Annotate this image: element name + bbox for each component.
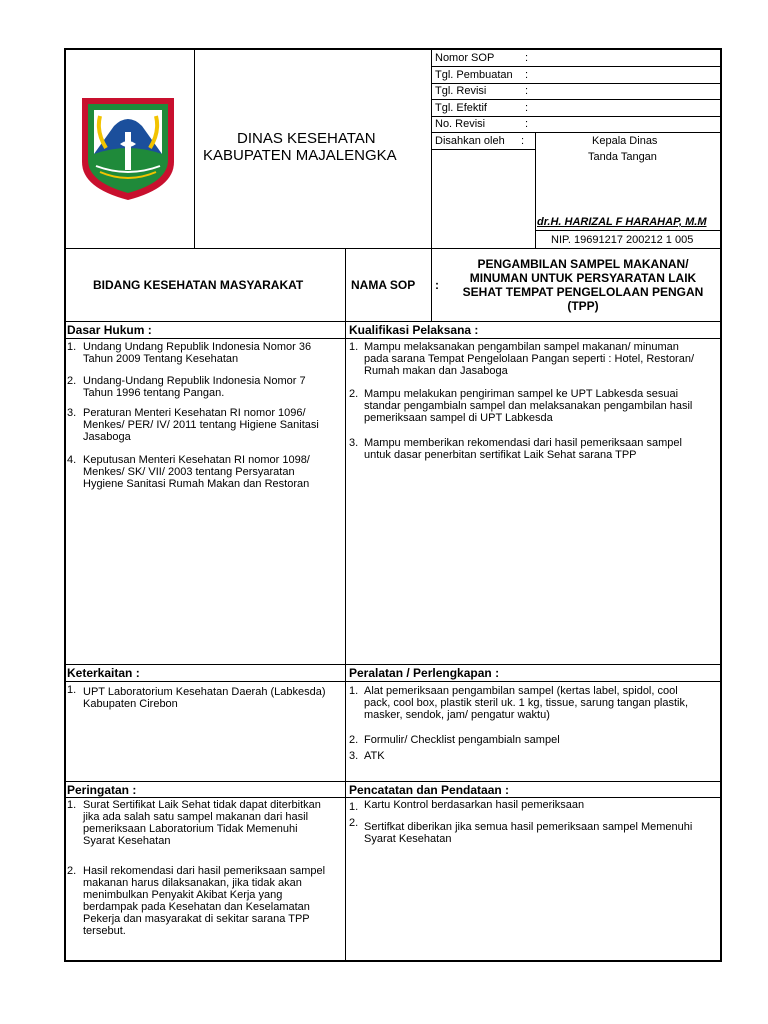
section-title-peralatan: Peralatan / Perlengkapan : <box>349 666 500 680</box>
list-line: pada sarana Tempat Pengelolaan Pangan seperti : Hotel, Restoran/ <box>364 353 695 365</box>
list-number: 1. <box>349 341 359 353</box>
list-line: Mampu memberikan rekomendasi dari hasil pemeriksaan sampel <box>364 437 682 449</box>
list-item <box>83 454 341 490</box>
list-number: 2. <box>349 734 359 746</box>
list-line: pemeriksaan sampel di UPT Labkesda <box>364 412 553 424</box>
sign-label: Disahkan oleh <box>435 135 505 147</box>
list-line: Alat pemeriksaan pengambilan sampel (kertas label, spidol, cool <box>364 685 678 697</box>
list-line: menimbulkan Penyakit Akibat Kerja yang <box>83 889 283 901</box>
list-number: 1. <box>349 801 359 813</box>
list-line: Formulir/ Checklist pengambialn sampel <box>364 734 560 746</box>
divider <box>431 132 721 133</box>
list-line: Keputusan Menteri Kesehatan RI nomor 1098/ <box>83 454 310 466</box>
list-number: 2. <box>67 375 77 387</box>
list-item <box>364 734 718 746</box>
list-line: Sertifkat diberikan jika semua hasil pemeriksaan sampel Memenuhi <box>364 821 693 833</box>
approver-name: dr.H. HARIZAL F HARAHAP, M.M <box>537 216 707 228</box>
list-number: 1. <box>67 341 77 353</box>
meta-sep: : <box>525 118 529 130</box>
list-number: 2. <box>67 865 77 877</box>
list-item <box>364 821 718 845</box>
org-name-line1: DINAS KESEHATAN <box>237 130 376 147</box>
list-line: Rumah makan dan Jasaboga <box>364 365 508 377</box>
list-line: Hasil rekomendasi dari hasil pemeriksaan sampel <box>83 865 326 877</box>
list-item <box>83 686 341 710</box>
list-line: Kartu Kontrol berdasarkan hasil pemeriksaan <box>364 799 585 811</box>
approver-title: Kepala Dinas <box>592 135 658 147</box>
list-item <box>83 865 341 937</box>
nama-sop-title <box>450 257 716 313</box>
nama-sop-label: NAMA SOP <box>351 278 416 292</box>
meta-sep: : <box>525 69 529 81</box>
title-line: (TPP) <box>567 299 599 313</box>
list-line: Kabupaten Cirebon <box>83 698 178 710</box>
list-line: masker, sendok, jam/ pengatur waktu) <box>364 709 550 721</box>
section-title-kualifikasi: Kualifikasi Pelaksana : <box>349 323 479 337</box>
list-line: Mampu melaksanakan pengambilan sampel makanan/ minuman <box>364 341 679 353</box>
list-line: Hygiene Sanitasi Rumah Makan dan Restoran <box>83 478 310 490</box>
list-line: Syarat Kesehatan <box>83 835 171 847</box>
list-line: tersebut. <box>83 925 126 937</box>
section-title-pencatatan: Pencatatan dan Pendataan : <box>349 783 510 797</box>
list-line: Syarat Kesehatan <box>364 833 452 845</box>
list-item <box>364 341 718 377</box>
list-line: Undang Undang Republik Indonesia Nomor 36 <box>83 341 312 353</box>
divider <box>65 797 721 798</box>
list-line: untuk dasar penerbitan sertifikat Laik Sehat sarana TPP <box>364 449 637 461</box>
meta-label: Tgl. Pembuatan <box>435 69 513 81</box>
list-item <box>83 407 341 443</box>
list-item <box>364 437 718 461</box>
approver-nip: NIP. 19691217 200212 1 005 <box>551 234 694 246</box>
nama-sop-sep: : <box>435 278 439 292</box>
list-line: Undang-Undang Republik Indonesia Nomor 7 <box>83 375 306 387</box>
sign-sep: : <box>521 135 525 147</box>
list-item <box>83 799 341 847</box>
divider <box>431 83 721 84</box>
title-line: SEHAT TEMPAT PENGELOLAAN PENGAN <box>462 285 704 299</box>
divider <box>535 230 721 231</box>
list-line: Tahun 1996 tentang Pangan. <box>83 387 225 399</box>
list-number: 2. <box>349 817 359 829</box>
list-line: pack, cool box, plastik steril uk. 1 kg, tissue, sarung tangan plastik, <box>364 697 689 709</box>
org-name-line2: KABUPATEN MAJALENGKA <box>203 147 397 164</box>
signature-label: Tanda Tangan <box>588 151 657 163</box>
meta-label: Tgl. Revisi <box>435 85 487 97</box>
bidang-label: BIDANG KESEHATAN MASYARAKAT <box>93 278 304 292</box>
list-number: 1. <box>349 685 359 697</box>
divider <box>431 49 432 321</box>
meta-label: Nomor SOP <box>435 52 495 64</box>
section-title-peringatan: Peringatan : <box>67 783 137 797</box>
list-line: Menkes/ PER/ IV/ 2011 tentang Higiene Sanitasi <box>83 419 319 431</box>
title-line: MINUMAN UNTUK PERSYARATAN LAIK <box>469 271 697 285</box>
list-number: 3. <box>349 750 359 762</box>
list-number: 3. <box>349 437 359 449</box>
majalengka-emblem-icon <box>80 92 176 202</box>
divider <box>431 66 721 67</box>
divider <box>65 321 721 322</box>
list-line: jika ada salah satu sampel makanan dari hasil <box>83 811 309 823</box>
list-line: makanan harus dilaksanakan, jika tidak akan <box>83 877 302 889</box>
meta-sep: : <box>525 102 529 114</box>
list-line: UPT Laboratorium Kesehatan Daerah (Labkesda) <box>83 686 326 698</box>
list-number: 1. <box>67 799 77 811</box>
list-item <box>364 388 718 424</box>
list-line: ATK <box>364 750 385 762</box>
list-item <box>364 750 718 762</box>
list-line: Surat Sertifikat Laik Sehat tidak dapat diterbitkan <box>83 799 321 811</box>
meta-label: No. Revisi <box>435 118 486 130</box>
meta-sep: : <box>525 52 529 64</box>
list-item <box>364 799 718 811</box>
list-line: Peraturan Menteri Kesehatan RI nomor 1096/ <box>83 407 306 419</box>
list-number: 4. <box>67 454 77 466</box>
list-line: Tahun 2009 Tentang Kesehatan <box>83 353 239 365</box>
list-item <box>83 341 341 365</box>
divider <box>65 681 721 682</box>
divider <box>345 248 346 961</box>
list-line: standar pengambialn sampel dan melaksanakan pengambilan hasil <box>364 400 693 412</box>
divider <box>194 49 195 248</box>
divider <box>431 116 721 117</box>
divider <box>431 149 535 150</box>
meta-label: Tgl. Efektif <box>435 102 487 114</box>
list-number: 3. <box>67 407 77 419</box>
divider <box>65 338 721 339</box>
list-number: 1. <box>67 684 77 696</box>
list-line: pemeriksaan Laboratorium Tidak Memenuhi <box>83 823 298 835</box>
meta-sep: : <box>525 85 529 97</box>
list-item <box>364 685 718 721</box>
list-number: 2. <box>349 388 359 400</box>
list-line: Pekerja dan masyarakat di sekitar sarana TPP <box>83 913 310 925</box>
divider <box>65 664 721 665</box>
divider <box>65 781 721 782</box>
divider <box>431 99 721 100</box>
title-line: PENGAMBILAN SAMPEL MAKANAN/ <box>477 257 689 271</box>
list-line: Menkes/ SK/ VII/ 2003 tentang Persyaratan <box>83 466 295 478</box>
divider <box>65 248 721 249</box>
section-title-keterkaitan: Keterkaitan : <box>67 666 140 680</box>
list-line: berdampak pada Kesehatan dan Keselamatan <box>83 901 310 913</box>
list-item <box>83 375 341 399</box>
list-line: Mampu melakukan pengiriman sampel ke UPT Labkesda sesuai <box>364 388 679 400</box>
list-line: Jasaboga <box>83 431 131 443</box>
section-title-dasar-hukum: Dasar Hukum : <box>67 323 152 337</box>
